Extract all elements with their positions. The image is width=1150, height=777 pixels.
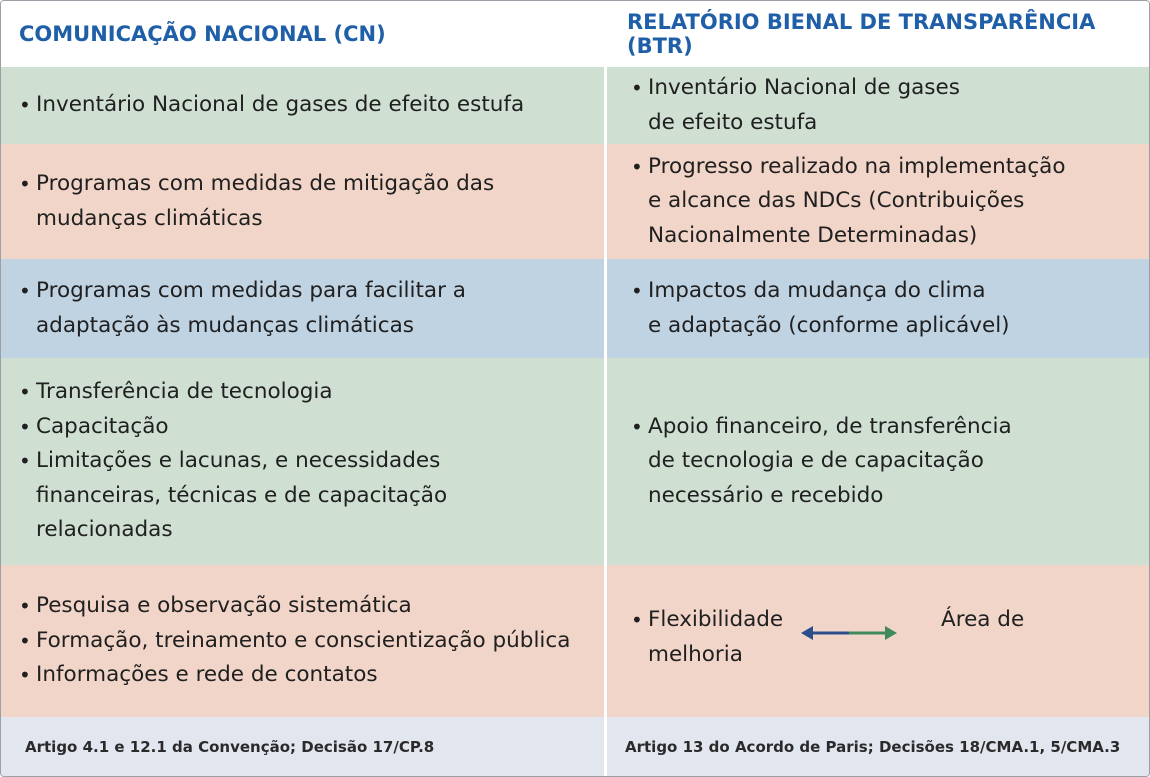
list-item: • Apoio financeiro, de transferência de tecnologia e de capacitação necessário e recebido bbox=[631, 410, 1139, 514]
footer-btr-reference: Artigo 13 do Acordo de Paris; Decisões 18/CMA.1, 5/CMA.3 bbox=[625, 737, 1121, 756]
bullet-list bbox=[631, 71, 1139, 140]
list-item: • Limitações e lacunas, e necessidades financeiras, técnicas e de capacitação relacionadas bbox=[19, 444, 595, 548]
list-item: • Programas com medidas para facilitar a adaptação às mudanças climáticas bbox=[19, 274, 595, 343]
area-label: Área de bbox=[941, 607, 1025, 632]
header-cn bbox=[1, 1, 605, 67]
bullet-list bbox=[19, 88, 595, 123]
list-item: • Transferência de tecnologia bbox=[19, 375, 595, 410]
flexibility-group bbox=[631, 565, 1139, 717]
table-row bbox=[1, 565, 1149, 717]
footer-cn bbox=[1, 717, 605, 776]
row-cell-btr bbox=[605, 67, 1149, 144]
header-cn-title: COMUNICAÇÃO NACIONAL (CN) bbox=[19, 22, 386, 46]
list-item: • Inventário Nacional de gases de efeito estufa bbox=[19, 88, 595, 123]
bullet-list bbox=[631, 274, 1139, 343]
table-footer bbox=[1, 717, 1149, 776]
row-cell-btr bbox=[605, 144, 1149, 259]
row-cell-btr bbox=[605, 358, 1149, 565]
list-item: • Programas com medidas de mitigação das mudanças climáticas bbox=[19, 167, 595, 236]
bullet-list bbox=[631, 603, 821, 672]
header-btr bbox=[605, 1, 1149, 67]
list-item: • Capacitação bbox=[19, 410, 595, 445]
table-row bbox=[1, 144, 1149, 259]
list-item: • Pesquisa e observação sistemática bbox=[19, 589, 595, 624]
row-cell-cn bbox=[1, 144, 605, 259]
table-header bbox=[1, 1, 1149, 67]
bullet-list bbox=[19, 589, 595, 693]
bullet-list bbox=[19, 375, 595, 548]
footer-cn-reference: Artigo 4.1 e 12.1 da Convenção; Decisão 17/CP.8 bbox=[25, 737, 435, 756]
bullet-list bbox=[19, 167, 595, 236]
list-item-flexibilidade: • Flexibilidade melhoria bbox=[631, 603, 821, 672]
table-row bbox=[1, 67, 1149, 144]
list-item: • Impactos da mudança do clima e adaptação (conforme aplicável) bbox=[631, 274, 1139, 343]
footer-btr bbox=[605, 717, 1149, 776]
table-row bbox=[1, 259, 1149, 358]
bullet-list bbox=[631, 150, 1139, 254]
row-cell-cn bbox=[1, 358, 605, 565]
double-arrow-icon bbox=[799, 623, 899, 643]
list-item: • Inventário Nacional de gases de efeito estufa bbox=[631, 71, 1139, 140]
header-btr-title: RELATÓRIO BIENAL DE TRANSPARÊNCIA (BTR) bbox=[627, 10, 1096, 58]
table-row bbox=[1, 358, 1149, 565]
bullet-list bbox=[631, 410, 1139, 514]
list-item: • Formação, treinamento e conscientização pública bbox=[19, 624, 595, 659]
row-cell-cn bbox=[1, 259, 605, 358]
column-divider bbox=[604, 67, 607, 776]
row-cell-cn bbox=[1, 565, 605, 717]
row-cell-btr bbox=[605, 565, 1149, 717]
list-item: • Progresso realizado na implementação e alcance das NDCs (Contribuições Nacionalmente Determinadas) bbox=[631, 150, 1139, 254]
bullet-list bbox=[19, 274, 595, 343]
row-cell-btr bbox=[605, 259, 1149, 358]
list-item: • Informações e rede de contatos bbox=[19, 658, 595, 693]
row-cell-cn bbox=[1, 67, 605, 144]
